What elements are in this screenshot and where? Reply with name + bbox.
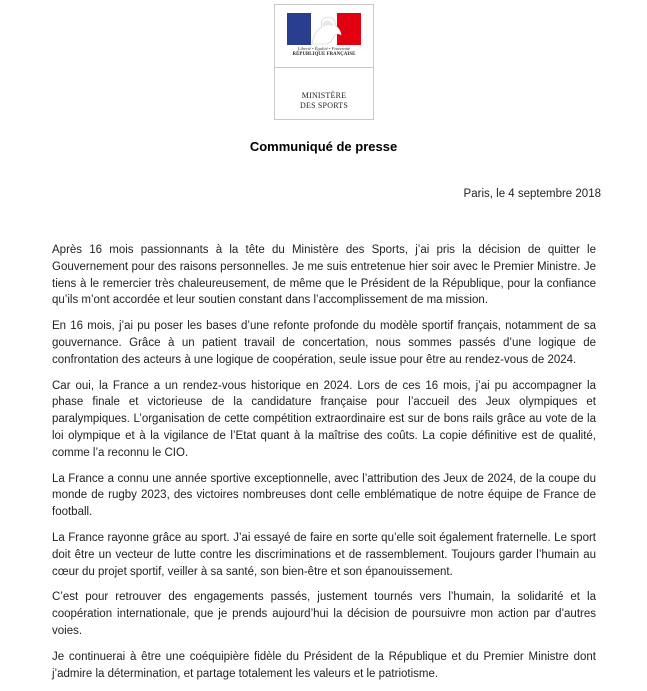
ministry-line-1: MINISTÈRE <box>301 91 347 100</box>
ministry-name <box>275 91 373 111</box>
paragraph-4: La France a connu une année sportive exceptionnelle, avec l’attribution des Jeux de 2024, de la coupe du monde de rugby 2023, des victoires nombreuses dont celle emblématique de notre équipe de France de football. <box>52 472 596 519</box>
paragraph-7: Je continuerai à être une coéquipière fidèle du Président de la République et du Premier Ministre dont j’admire la détermination, et partage totalement les valeurs et le patriotisme. <box>52 650 596 680</box>
logo-divider <box>275 67 373 68</box>
press-release-body <box>52 242 596 691</box>
paragraph-3: Car oui, la France a un rendez-vous historique en 2024. Lors de ces 16 mois, j’ai pu accompagner la phase finale et victorieuse de la candidature française pour l’accueil des Jeux olympiques et paralympiques. L’organisation de cette compétition extraordinaire est sur de bons rails grâce au vote de la loi olympique et à la vigilance de l’Etat quant à la maîtrise des coûts. La copie définitive est de qualité, comme l’a reconnu le CIO. <box>52 379 596 459</box>
paragraph-2: En 16 mois, j’ai pu poser les bases d’une refonte profonde du modèle sportif français, notamment de sa gouvernance. Grâce à un patient travail de concertation, nous sommes passés d’une logique de confrontation des acteurs à une logique de coopération, seule issue pour être au rendez-vous de 2024. <box>52 320 596 366</box>
dateline: Paris, le 4 septembre 2018 <box>463 188 601 200</box>
paragraph-5: La France rayonne grâce au sport. J’ai essayé de faire en sorte qu’elle soit également fraternelle. Le sport doit être un vecteur de lutte contre les discriminations et de rassemblement. Toujours garder l’humain au cœur du projet sportif, veiller à sa santé, son bien-être et son épanouissement. <box>52 531 596 578</box>
ministry-logo <box>274 4 374 120</box>
paragraph-1: Après 16 mois passionnants à la tête du Ministère des Sports, j’ai pris la décision de quitter le Gouvernement pour des raisons personnelles. Je me suis entretenue hier soir avec le Premier Ministre. Je tiens à le remercier très chaleureusement, de même que le Président de la République, pour la confiance qu’ils m’ont accordée et leur soutien constant dans l’accomplissement de ma mission. <box>52 244 596 307</box>
ministry-line-2: DES SPORTS <box>300 101 348 110</box>
paragraph-6: C’est pour retrouver des engagements passés, justement tournés vers l’humain, la solidarité et la coopération internationale, que je prends aujourd’hui la décision de poursuivre mon action par d’autres voies. <box>52 591 596 637</box>
republic-name: RÉPUBLIQUE FRANÇAISE <box>292 52 356 57</box>
republic-motto: Liberté • Égalité • Fraternité <box>297 46 351 51</box>
marianne-flag-icon <box>287 13 361 45</box>
document-title: Communiqué de presse <box>249 139 398 154</box>
